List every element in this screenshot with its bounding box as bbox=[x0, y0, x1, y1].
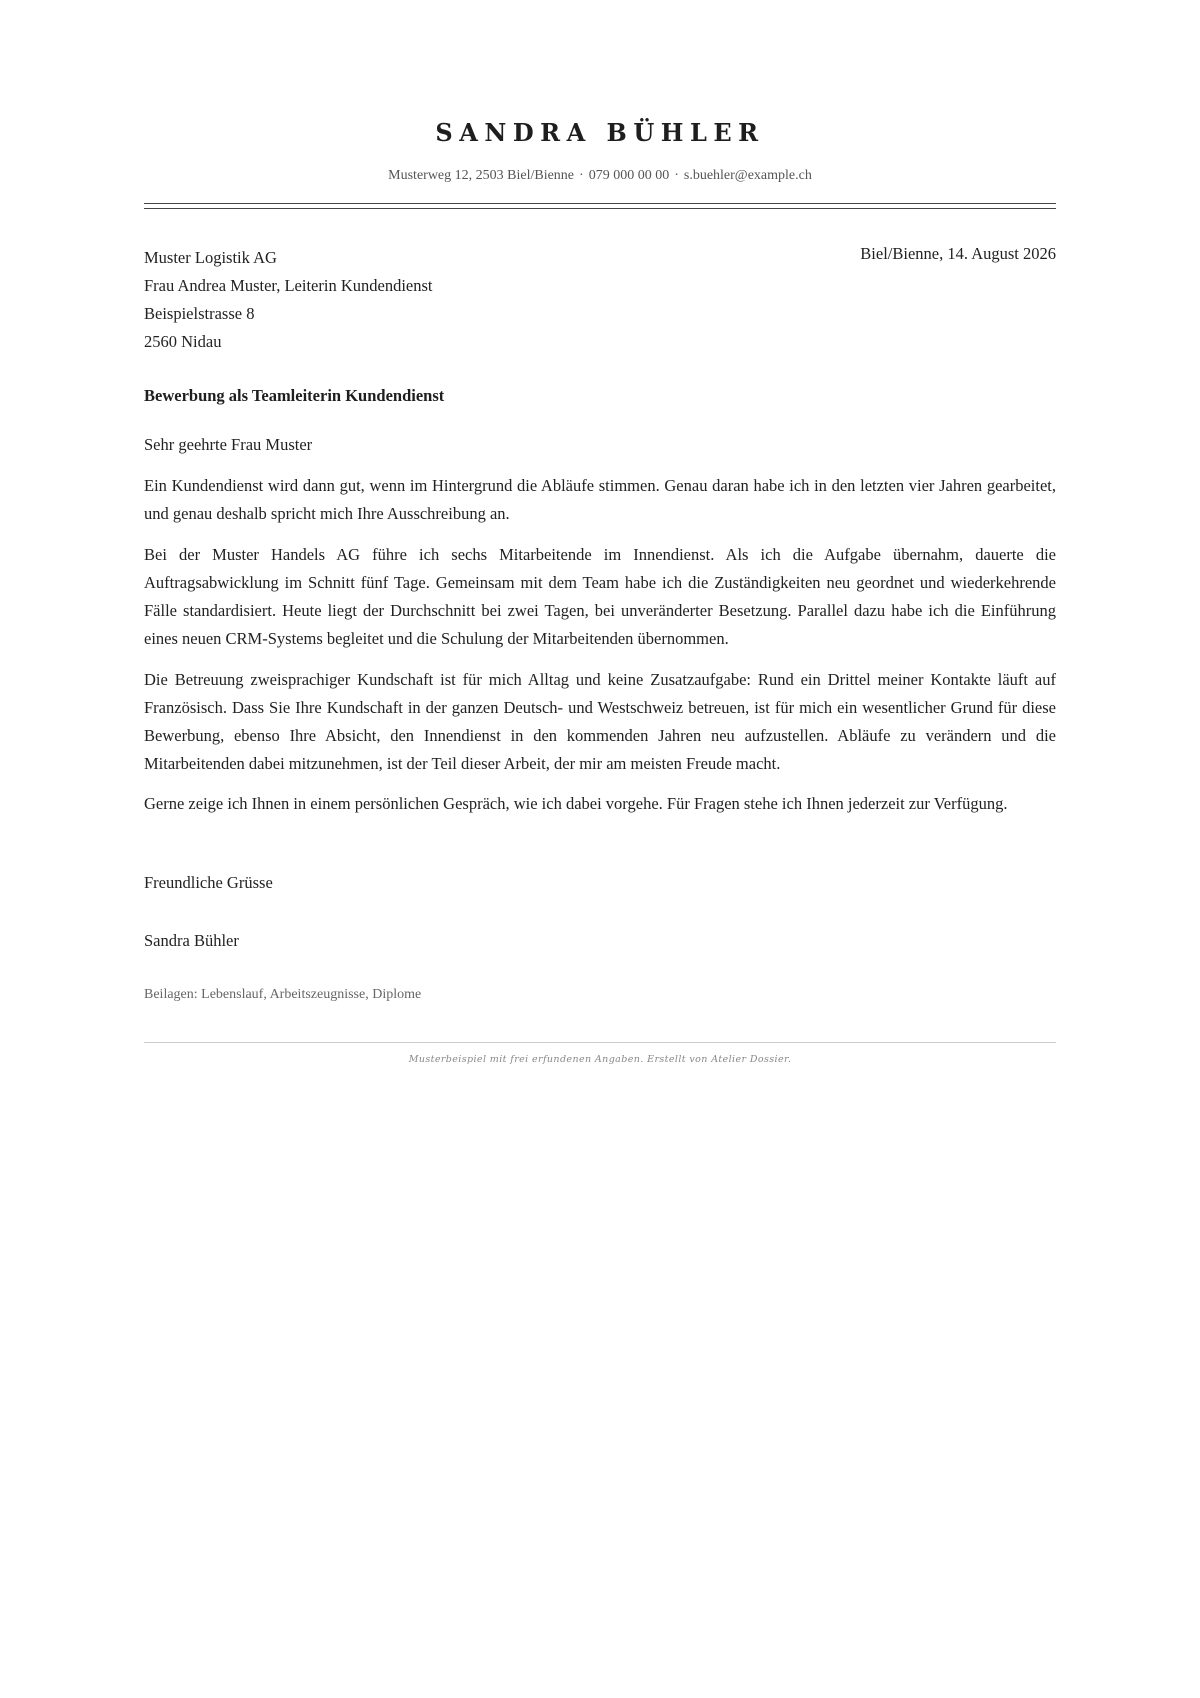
body-paragraph-3: Die Betreuung zweisprachiger Kundschaft ist für mich Alltag und keine Zusatzaufgabe: Rund ein Drittel meiner Kontakte läuft auf Französisch. Dass Sie Ihre Kundschaft in der ganzen Deutsch- und Westschweiz betreuen, ist für mich ein wesentlicher Grund für diese Bewerbung, ebenso Ihre Absicht, den Innendienst in den kommenden Jahren neu aufzustellen. Abläufe zu verändern und die Mitarbeitenden dabei mitzunehmen, ist der Teil dieser Arbeit, der mir am meisten Freude macht. bbox=[144, 670, 1056, 773]
recipient-company: Muster Logistik AG bbox=[144, 248, 277, 267]
letter-subject: Bewerbung als Teamleiterin Kundendienst bbox=[144, 386, 445, 405]
sender-name: SANDRA BÜHLER bbox=[435, 118, 765, 147]
footer-note: Musterbeispiel mit frei erfundenen Angaben. Erstellt von Atelier Dossier. bbox=[408, 1054, 792, 1065]
footer-divider bbox=[144, 1042, 1056, 1043]
letter-salutation: Sehr geehrte Frau Muster bbox=[144, 435, 313, 454]
letter-page bbox=[144, 0, 1056, 1698]
letter-enclosures: Beilagen: Lebenslauf, Arbeitszeugnisse, Diplome bbox=[144, 987, 422, 1002]
letter-date: Biel/Bienne, 14. August 2026 bbox=[860, 244, 1056, 263]
letter-signature: Sandra Bühler bbox=[144, 931, 239, 950]
recipient-address-block bbox=[144, 244, 432, 356]
contact-separator: · bbox=[674, 168, 679, 183]
contact-separator: · bbox=[579, 168, 584, 183]
body-paragraph-2: Bei der Muster Handels AG führe ich sechs Mitarbeitende im Innendienst. Als ich die Aufgabe übernahm, dauerte die Auftragsabwicklung im Schnitt fünf Tage. Gemeinsam mit dem Team habe ich die Zuständigkeiten neu geordnet und wiederkehrende Fälle standardisiert. Heute liegt der Durchschnitt bei zwei Tagen, bei unveränderter Besetzung. Parallel dazu habe ich die Einführung eines neuen CRM-Systems begleitet und die Schulung der Mitarbeitenden übernommen. bbox=[144, 545, 1056, 648]
sender-contact-line bbox=[144, 168, 1056, 184]
sender-address: Musterweg 12, 2503 Biel/Bienne bbox=[388, 168, 575, 183]
recipient-city: 2560 Nidau bbox=[144, 332, 222, 351]
header-divider bbox=[144, 203, 1056, 209]
recipient-street: Beispielstrasse 8 bbox=[144, 304, 255, 323]
sender-phone: 079 000 00 00 bbox=[588, 168, 670, 183]
sender-email: s.buehler@example.ch bbox=[683, 168, 812, 183]
body-paragraph-4: Gerne zeige ich Ihnen in einem persönlichen Gespräch, wie ich dabei vorgehe. Für Fragen stehe ich Ihnen jederzeit zur Verfügung. bbox=[144, 794, 1008, 813]
body-paragraph-1: Ein Kundendienst wird dann gut, wenn im Hintergrund die Abläufe stimmen. Genau daran habe ich in den letzten vier Jahren gearbeitet, und genau deshalb spricht mich Ihre Ausschreibung an. bbox=[144, 476, 1056, 523]
recipient-person: Frau Andrea Muster, Leiterin Kundendienst bbox=[144, 276, 433, 295]
letter-closing: Freundliche Grüsse bbox=[144, 873, 273, 892]
